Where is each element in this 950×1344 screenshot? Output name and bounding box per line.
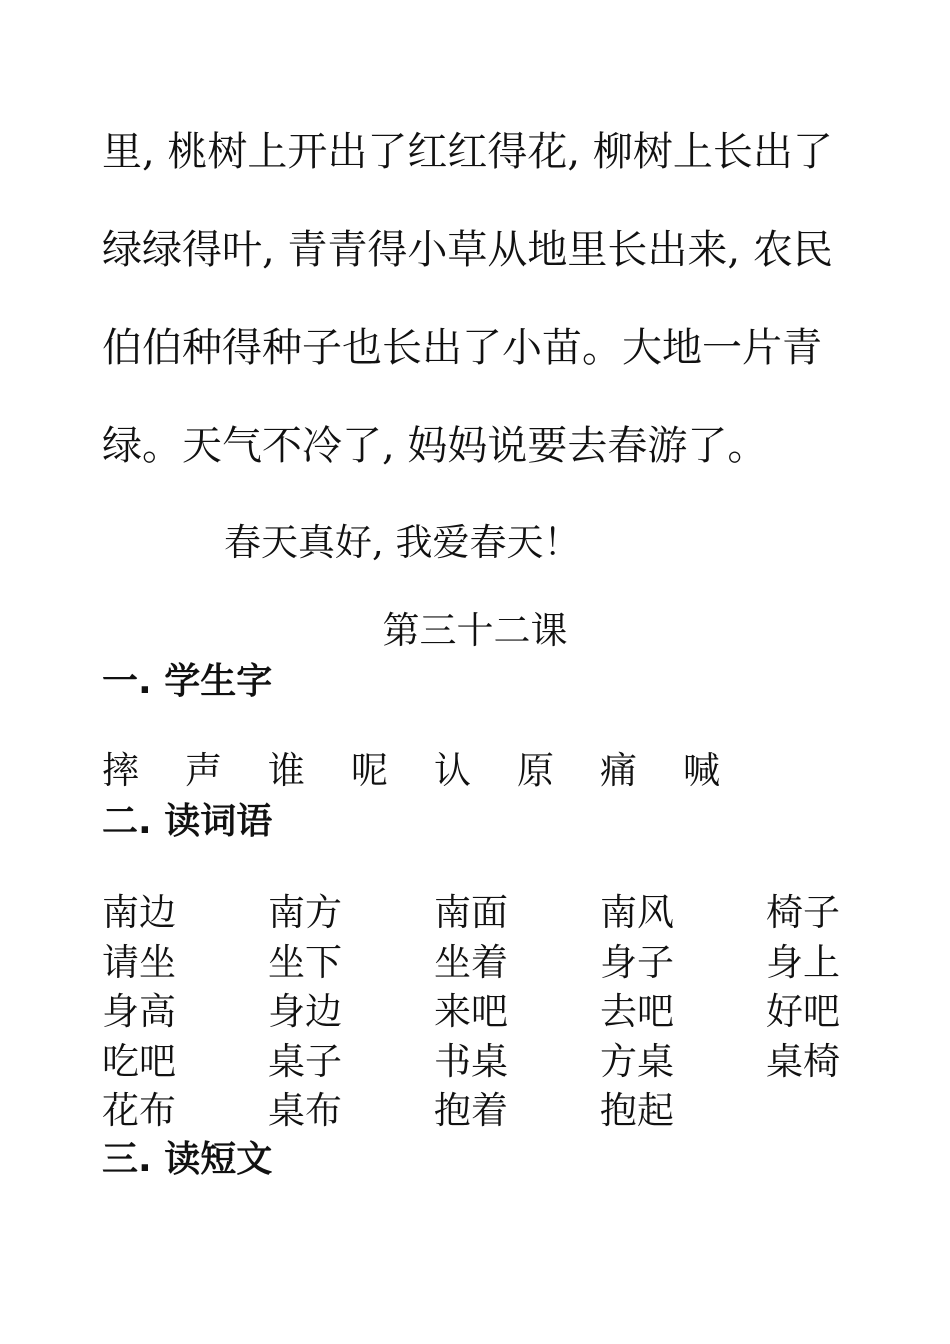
lesson-title: 第三十二课 [382, 609, 568, 652]
word-item: 方桌 [600, 1040, 674, 1083]
character-item: 声 [185, 749, 222, 792]
closing-line: 春天真好, 我爱春天！ [224, 521, 581, 564]
word-item: 请坐 [102, 941, 176, 984]
passage-line-2: 绿绿得叶, 青青得小草从地里长出来, 农民 [102, 227, 833, 273]
character-item: 喊 [683, 749, 720, 792]
word-item: 抱起 [600, 1089, 674, 1132]
word-item: 花布 [102, 1089, 176, 1132]
word-item: 坐下 [268, 941, 342, 984]
section-heading-words: 二. 读词语 [102, 801, 273, 842]
word-item: 桌布 [268, 1089, 342, 1132]
word-item: 南边 [102, 891, 176, 934]
word-item: 吃吧 [102, 1040, 176, 1083]
character-item: 痛 [600, 749, 637, 792]
word-item: 来吧 [434, 990, 508, 1033]
passage-line-3: 伯伯种得种子也长出了小苗。大地一片青 [102, 325, 822, 371]
word-item: 好吧 [766, 990, 840, 1033]
word-item: 南方 [268, 891, 342, 934]
section-heading-characters: 一. 学生字 [102, 661, 273, 702]
word-item: 身上 [766, 941, 840, 984]
word-item: 抱着 [434, 1089, 508, 1132]
word-item: 南面 [434, 891, 508, 934]
word-item: 桌椅 [766, 1040, 840, 1083]
word-item: 桌子 [268, 1040, 342, 1083]
word-item: 身边 [268, 990, 342, 1033]
word-item: 身子 [600, 941, 674, 984]
character-item: 原 [517, 749, 554, 792]
section-heading-reading: 三. 读短文 [102, 1139, 273, 1180]
character-item: 认 [434, 749, 471, 792]
word-item: 南风 [600, 891, 674, 934]
passage-line-4: 绿。天气不冷了, 妈妈说要去春游了。 [102, 423, 768, 469]
passage-line-1: 里, 桃树上开出了红红得花, 柳树上长出了 [102, 129, 833, 175]
word-item: 身高 [102, 990, 176, 1033]
word-item: 去吧 [600, 990, 674, 1033]
character-item: 呢 [351, 749, 388, 792]
word-item: 书桌 [434, 1040, 508, 1083]
word-item: 坐着 [434, 941, 508, 984]
word-item: 椅子 [766, 891, 840, 934]
character-item: 摔 [102, 749, 139, 792]
character-item: 谁 [268, 749, 305, 792]
